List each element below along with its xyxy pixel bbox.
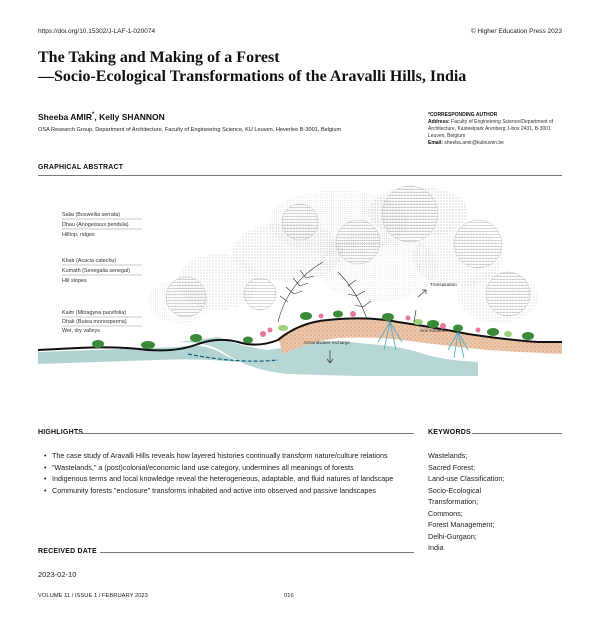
groundwater-label: Groundwater recharge — [304, 340, 350, 345]
zone-3-habitat: Wet, dry valleys — [62, 328, 100, 334]
title-line-2: —Socio-Ecological Transformations of the Aravalli Hills, India — [38, 68, 467, 85]
graphical-abstract-heading: GRAPHICAL ABSTRACT — [38, 164, 124, 171]
section-divider — [38, 175, 562, 176]
transpiration-label: Transpiration — [430, 282, 457, 287]
received-date: 2023-02-10 — [38, 570, 77, 579]
zone-2-species-2: Kumath (Senegalia senegal) — [62, 268, 131, 274]
address-label: Address: — [428, 119, 450, 125]
page-number: 016 — [284, 593, 294, 599]
soil-nutrients-label: Soil nutrients — [420, 328, 447, 333]
email-label: Email: — [428, 140, 444, 146]
zone-3-species-2: Dhak (Butea monosperma) — [62, 319, 127, 325]
keyword-item: Delhi-Gurgaon; — [428, 531, 477, 541]
zone-labels — [62, 212, 142, 334]
zone-2-species-1: Khair (Acacia catechu) — [62, 258, 117, 264]
highlight-item: • Indigenous terms and local knowledge reveal the heterogeneous, adaptable, and fluid natures of landscape — [44, 473, 419, 485]
keyword-item: Wastelands; — [428, 451, 468, 460]
zone-1-species-2: Dhau (Anogeissus pendula) — [62, 222, 129, 228]
zone-1-species-1: Salai (Boswellia serrata) — [62, 212, 121, 218]
author-list — [38, 112, 165, 122]
highlights-list — [44, 450, 419, 496]
keyword-item: Socio-Ecological — [428, 485, 482, 495]
keywords-rule — [472, 433, 562, 434]
keyword-item: Sacred Forest; — [428, 462, 476, 472]
footer-volume: VOLUME 11 / ISSUE 1 / FEBRUARY 2023 — [38, 593, 148, 599]
doi-link[interactable]: https://doi.org/10.15302/J-LAF-1-020074 — [38, 28, 156, 35]
keyword-item: Transformation; — [428, 497, 479, 506]
keyword-item: Land-use Classification; — [428, 474, 505, 483]
title-line-1: The Taking and Making of a Forest — [38, 49, 280, 66]
keyword-item: Commons; — [428, 508, 463, 518]
address-text: Faculty of Engineering Science/Department of Architecture, Kasteelpark Arenberg 1-box 2431, B-3001 Leuven, Belgium — [428, 119, 554, 139]
copyright-notice: © Higher Education Press 2023 — [470, 28, 562, 35]
author-second: , Kelly SHANNON — [94, 112, 165, 122]
highlight-item: • The case study of Aravalli Hills reveals how layered histories continually transform nature/culture relations — [44, 450, 419, 462]
keywords-list — [428, 450, 563, 554]
zone-1-habitat: Hilltop, ridges — [62, 232, 95, 238]
graphical-abstract-figure — [38, 182, 562, 376]
corresponding-mark: * — [92, 112, 95, 119]
received-heading: RECEIVED DATE — [38, 548, 97, 555]
zone-3-species-1: Kaim (Mitragyna parvifolia) — [62, 310, 127, 316]
corresponding-author-box — [428, 112, 563, 147]
email-link[interactable]: sheeba.amir@kuleuven.be — [444, 140, 504, 146]
author-first: Sheeba AMIR — [38, 112, 93, 122]
keyword-item: India — [428, 543, 444, 552]
highlights-rule — [76, 433, 414, 434]
corresponding-heading: *CORRESPONDING AUTHOR — [428, 112, 498, 118]
received-rule — [100, 552, 414, 553]
keyword-item: Forest Management; — [428, 520, 495, 529]
zone-2-habitat: Hill slopes — [62, 278, 87, 284]
highlight-item: • Community forests "enclosure" transforms inhabited and active into observed and passive landscapes — [44, 485, 419, 497]
affiliation: OSA Research Group, Department of Architecture, Faculty of Engineering Science, KU Leuven, Heverlee B-3001, Belgium — [38, 127, 342, 133]
keywords-heading: KEYWORDS — [428, 429, 471, 436]
article-title — [38, 48, 568, 86]
highlight-item: • "Wastelands," a (post)colonial/economic land use category, undermines all meanings of forests — [44, 462, 419, 474]
highlights-heading: HIGHLIGHTS — [38, 429, 84, 436]
